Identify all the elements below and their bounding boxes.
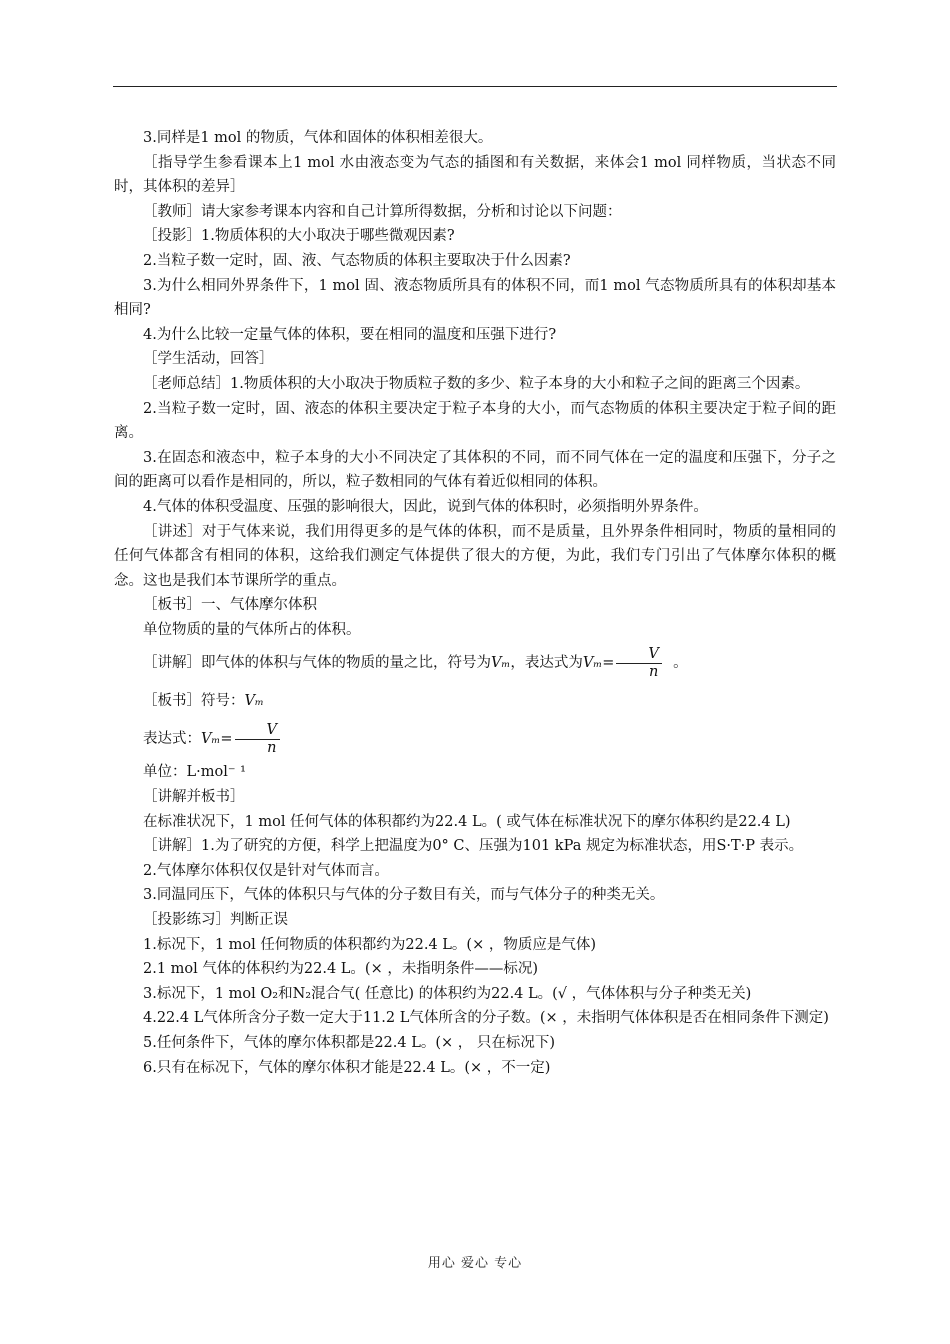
paragraph: ［学生活动，回答］ [143, 351, 274, 368]
paragraph: 3.同样是1 mol 的物质，气体和固体的体积相差很大。 [143, 130, 493, 146]
paragraph: 4.为什么比较一定量气体的体积，要在相同的温度和压强下进行? [143, 326, 557, 343]
document-body [114, 126, 836, 1080]
board-formula [114, 718, 836, 760]
paragraph: ［板书］一、气体摩尔体积 [143, 597, 317, 614]
board-symbol [114, 684, 836, 718]
vm-symbol: Vₘ [491, 655, 511, 672]
paragraph: 5.任何条件下，气体的摩尔体积都是22.4 L。(× ， 只在标况下) [143, 1035, 556, 1051]
vm-symbol: Vₘ= [201, 731, 233, 748]
text-run: 。 [673, 655, 688, 672]
paragraph: 2.当粒子数一定时，固、液态的体积主要决定于粒子本身的大小，而气态物质的体积主要决定于粒子间的距离。 [114, 400, 836, 442]
paragraph: ［讲解］1.为了研究的方便，科学上把温度为0° C、压强为101 kPa 规定为标准状态，用S·T·P 表示。 [143, 838, 804, 855]
paragraph: 6.只有在标况下，气体的摩尔体积才能是22.4 L。(× ，不一定) [143, 1059, 551, 1076]
fraction-numerator: V [235, 722, 280, 740]
paragraph: 单位物质的量的气体所占的体积。 [143, 621, 361, 638]
vm-symbol: Vₘ= [582, 655, 615, 672]
text-run: ［板书］符号： [143, 693, 245, 710]
fraction-denominator: n [267, 739, 277, 756]
text-run: ［讲解］即气体的体积与气体的物质的量之比，符号为 [143, 655, 491, 672]
paragraph: 2.1 mol 气体的体积约为22.4 L。(× ，未指明条件——标况) [143, 961, 538, 978]
paragraph: 2.气体摩尔体积仅仅是针对气体而言。 [143, 862, 389, 879]
paragraph: 2.当粒子数一定时，固、液、气态物质的体积主要取决于什么因素? [143, 252, 571, 269]
paragraph: ［讲述］对于气体来说，我们用得更多的是气体的体积，而不是质量，且外界条件相同时，物质的量相同的任何气体都含有相同的体积，这给我们测定气体提供了很大的方便，为此，我们专门引出了气体摩尔体积的概念。这也是我们本节课所学的重点。 [114, 523, 836, 589]
paragraph: 3.标况下，1 mol O₂和N₂混合气( 任意比) 的体积约为22.4 L。(√ ，气体体积与分子种类无关) [143, 985, 752, 1002]
header-rule [113, 86, 837, 87]
text-run: ，表达式为 [510, 655, 583, 672]
fraction [235, 722, 280, 756]
paragraph: ［投影］1.物质体积的大小取决于哪些微观因素? [143, 228, 455, 245]
paragraph: 3.在固态和液态中，粒子本身的大小不同决定了其体积的不同，而不同气体在一定的温度和压强下，分子之间的距离可以看作是相同的，所以，粒子数相同的气体有着近似相同的体积。 [114, 449, 836, 491]
vm-symbol: Vₘ [244, 693, 264, 710]
paragraph: 3.同温同压下，气体的体积只与气体的分子数目有关，而与气体分子的种类无关。 [143, 887, 665, 904]
paragraph: 4.气体的体积受温度、压强的影响很大，因此，说到气体的体积时，必须指明外界条件。 [143, 498, 708, 515]
formula-paragraph [114, 642, 836, 684]
paragraph: ［讲解并板书］ [143, 789, 245, 806]
fraction [616, 646, 661, 680]
paragraph: ［投影练习］判断正误 [143, 912, 288, 929]
paragraph: 在标准状况下，1 mol 任何气体的体积都约为22.4 L。( 或气体在标准状况下的摩尔体积约是22.4 L) [143, 813, 791, 830]
paragraph: 1.标况下，1 mol 任何物质的体积都约为22.4 L。(× ，物质应是气体) [143, 936, 596, 953]
paragraph: 单位：L·mol⁻ ¹ [143, 764, 246, 781]
fraction-numerator: V [616, 646, 661, 664]
text-run: 表达式： [143, 731, 201, 748]
paragraph: ［老师总结］1.物质体积的大小取决于物质粒子数的多少、粒子本身的大小和粒子之间的距离三个因素。 [143, 375, 810, 392]
paragraph: ［教师］请大家参考课本内容和自己计算所得数据，分析和讨论以下问题： [143, 203, 622, 220]
paragraph: 3.为什么相同外界条件下，1 mol 固、液态物质所具有的体积不同，而1 mol 气态物质所具有的体积却基本相同? [114, 277, 836, 319]
paragraph: ［指导学生参看课本上1 mol 水由液态变为气态的插图和有关数据，来体会1 mol 同样物质，当状态不同时，其体积的差异］ [114, 154, 836, 196]
page-footer: 用心 爱心 专心 [427, 1256, 523, 1271]
fraction-denominator: n [648, 663, 659, 680]
paragraph: 4.22.4 L气体所含分子数一定大于11.2 L气体所含的分子数。(× ，未指明气体体积是否在相同条件下测定) [143, 1010, 829, 1027]
